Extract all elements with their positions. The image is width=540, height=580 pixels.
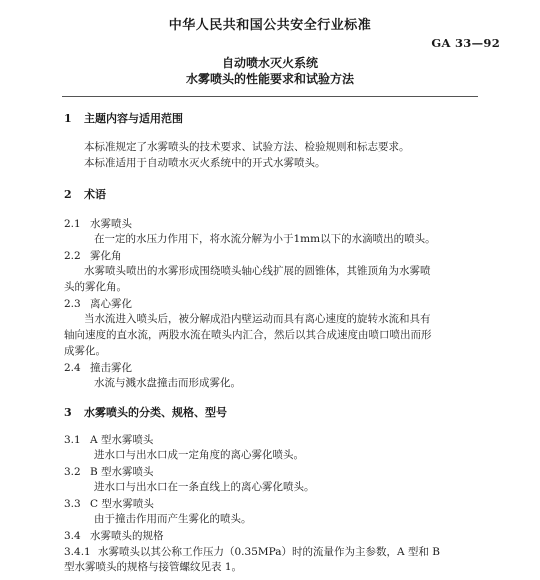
clause-number: 3.3 [64, 498, 81, 510]
section-title: 水雾喷头的分类、规格、型号 [84, 406, 227, 419]
term-number: 2.2 [64, 250, 81, 262]
section-3-heading [64, 404, 227, 420]
clause-heading [64, 528, 164, 543]
section-title: 术语 [84, 188, 106, 201]
term-number: 2.3 [64, 298, 81, 310]
clause-heading [64, 496, 154, 511]
term-definition: 在一定的水压力作用下，将水流分解为小于1mm以下的水滴喷出的喷头。 [94, 233, 436, 245]
section-number: 3 [64, 406, 72, 419]
term-definition: 水流与溅水盘撞击而形成雾化。 [94, 377, 241, 389]
term-heading [64, 360, 132, 375]
clause-paragraph [64, 544, 440, 559]
clause-title: C 型水雾喷头 [90, 498, 154, 510]
document-title-line1: 自动喷水灭火系统 [221, 56, 318, 70]
section-1-heading [64, 110, 183, 126]
term-definition-cont: 头的雾化角。 [64, 281, 127, 293]
section-2-heading [64, 186, 106, 202]
clause-text-cont: 型水雾喷头的规格与接管螺纹见表 1。 [64, 561, 243, 573]
clause-title: 水雾喷头的规格 [90, 530, 164, 542]
clause-number: 3.1 [64, 434, 81, 446]
clause-number: 3.4.1 [64, 546, 91, 558]
term-definition: 当水流进入喷头后，被分解成沿内壁运动而具有离心速度的旋转水流和具有 [84, 313, 431, 325]
section-number: 2 [64, 188, 72, 201]
clause-text: 进水口与出水口成一定角度的离心雾化喷头。 [94, 449, 304, 461]
term-heading [64, 296, 132, 311]
term-number: 2.1 [64, 218, 81, 230]
clause-title: B 型水雾喷头 [90, 466, 154, 478]
clause-text: 进水口与出水口在一条直线上的离心雾化喷头。 [94, 481, 315, 493]
term-definition-cont: 轴向速度的直水流，两股水流在喷头内汇合，然后以其合成速度由喷口喷出而形 [64, 329, 432, 341]
clause-heading [64, 464, 154, 479]
section-title: 主题内容与适用范围 [84, 112, 183, 125]
document-title-line2: 水雾喷头的性能要求和试验方法 [185, 72, 354, 86]
term-title: 离心雾化 [90, 298, 132, 310]
clause-title: A 型水雾喷头 [90, 434, 154, 446]
term-title: 水雾喷头 [90, 218, 132, 230]
clause-number: 3.4 [64, 530, 81, 542]
term-heading [64, 248, 122, 263]
term-title: 撞击雾化 [90, 362, 132, 374]
clause-text: 由于撞击作用而产生雾化的喷头。 [94, 513, 252, 525]
clause-text: 水雾喷头以其公称工作压力（0.35MPa）时的流量作为主参数，A 型和 B [98, 546, 440, 558]
term-title: 雾化角 [90, 250, 122, 262]
standard-code: GA 33—92 [431, 36, 500, 50]
org-standard-title: 中华人民共和国公共安全行业标准 [168, 18, 372, 33]
term-heading [64, 216, 132, 231]
term-definition: 水雾喷头喷出的水雾形成围绕喷头轴心线扩展的圆锥体，其锥顶角为水雾喷 [84, 265, 431, 277]
term-definition-cont: 成雾化。 [64, 345, 106, 357]
clause-heading [64, 432, 153, 447]
title-divider [62, 96, 478, 97]
term-number: 2.4 [64, 362, 81, 374]
clause-number: 3.2 [64, 466, 81, 478]
section-number: 1 [64, 112, 72, 125]
paragraph: 本标准适用于自动喷水灭火系统中的开式水雾喷头。 [84, 157, 326, 169]
paragraph: 本标准规定了水雾喷头的技术要求、试验方法、检验规则和标志要求。 [84, 141, 410, 153]
